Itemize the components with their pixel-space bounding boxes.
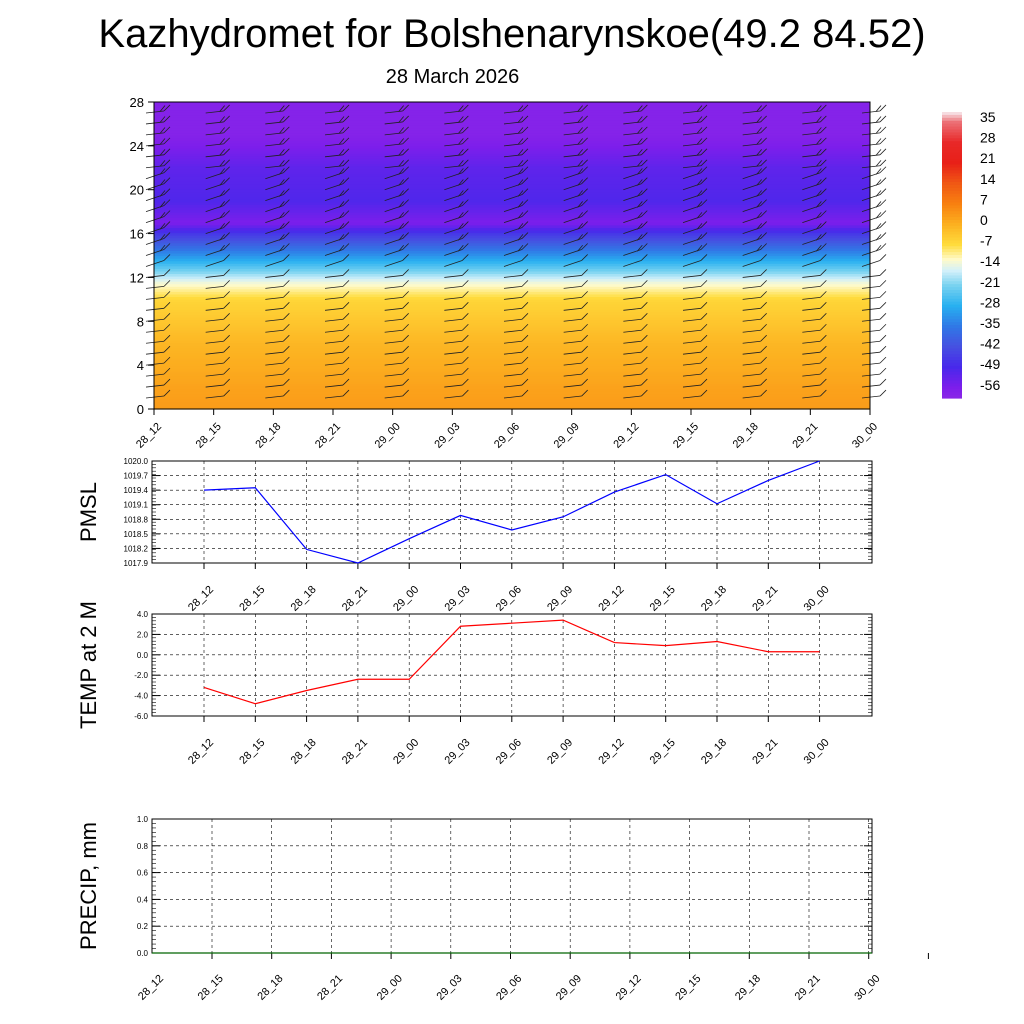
x-tick-label: 28_21 xyxy=(339,583,371,614)
y-tick-label: 16 xyxy=(129,226,144,242)
x-tick-label: 29_21 xyxy=(792,972,823,1003)
x-tick-label: 29_15 xyxy=(671,420,702,451)
colorbar-label: 14 xyxy=(980,170,996,187)
colorbar-label: -42 xyxy=(980,335,1001,352)
y-tick-label: 24 xyxy=(129,138,144,154)
y-tick-label: 1019.1 xyxy=(123,500,148,510)
x-tick-label: 28_21 xyxy=(339,736,371,767)
ylabel-temp: TEMP at 2 M xyxy=(76,601,101,729)
y-tick-label: 0.6 xyxy=(136,868,148,878)
x-tick-label: 29_12 xyxy=(613,972,644,1003)
x-tick-label: 28_15 xyxy=(195,972,226,1003)
colorbar-label: 21 xyxy=(980,150,996,167)
x-tick-label: 28_12 xyxy=(136,972,167,1003)
y-tick-label: 0.2 xyxy=(136,922,148,932)
x-tick-label: 29_09 xyxy=(551,420,582,451)
x-tick-label: 29_03 xyxy=(442,736,473,767)
y-tick-label: 0.8 xyxy=(136,841,148,851)
y-tick-label: 1018.2 xyxy=(123,544,148,554)
x-tick-label: 29_15 xyxy=(673,972,704,1003)
colorbar-label: -35 xyxy=(980,315,1001,331)
chart-title: Kazhydromet for Bolshenarynskoe(49.2 84.52) xyxy=(98,12,926,56)
x-tick-label: 29_18 xyxy=(699,736,730,767)
y-tick-label: 28 xyxy=(129,95,144,110)
x-tick-label: 29_03 xyxy=(432,420,463,451)
colorbar-label: -28 xyxy=(980,294,1001,311)
x-tick-label: 29_18 xyxy=(733,972,764,1003)
x-tick-label: 29_03 xyxy=(442,583,473,614)
y-tick-label: 4 xyxy=(136,358,144,374)
ylabel-pmsl: PMSL xyxy=(76,482,101,542)
x-tick-label: 29_12 xyxy=(596,736,627,767)
x-tick-label: 29_00 xyxy=(391,583,422,614)
y-tick-label: 0.0 xyxy=(136,949,148,958)
panel-frame xyxy=(152,819,872,953)
x-tick-label: 29_00 xyxy=(391,736,422,767)
x-tick-label: 29_09 xyxy=(545,736,576,767)
x-tick-label: 29_15 xyxy=(647,583,678,614)
x-tick-label: 29_12 xyxy=(596,583,627,614)
x-tick-label: 28_21 xyxy=(315,972,346,1003)
colorbar-segment xyxy=(942,395,962,399)
x-tick-label: 28_18 xyxy=(253,420,284,451)
colorbar-label: -21 xyxy=(980,273,1001,290)
y-tick-label: 1019.7 xyxy=(123,471,148,481)
colorbar-label: -49 xyxy=(980,356,1001,373)
y-tick-label: 2.0 xyxy=(136,630,148,640)
x-tick-label: 28_12 xyxy=(186,736,217,767)
x-tick-label: 29_21 xyxy=(750,736,781,767)
x-tick-label: 29_12 xyxy=(611,420,642,451)
ylabel-precip: PRECIP, mm xyxy=(76,822,101,950)
x-tick-label: 28_12 xyxy=(134,420,165,451)
y-tick-label: 8 xyxy=(136,314,144,330)
y-tick-label: 0.0 xyxy=(136,650,148,660)
x-tick-label: 28_21 xyxy=(313,420,344,451)
y-tick-label: 1.0 xyxy=(136,815,148,824)
x-tick-label: 30_00 xyxy=(801,736,832,767)
y-tick-label: -2.0 xyxy=(134,671,148,681)
y-tick-label: -4.0 xyxy=(134,691,148,701)
y-tick-label: 0 xyxy=(136,402,144,417)
x-tick-label: 28_15 xyxy=(237,583,268,614)
y-tick-label: 4.0 xyxy=(136,610,148,619)
x-tick-label: 28_15 xyxy=(237,736,268,767)
y-tick-label: 12 xyxy=(129,270,144,286)
x-tick-label: 29_18 xyxy=(699,583,730,614)
x-tick-label: 29_21 xyxy=(750,583,781,614)
x-tick-label: 29_15 xyxy=(647,736,678,767)
y-tick-label: 1018.5 xyxy=(123,529,148,539)
x-tick-label: 29_06 xyxy=(492,420,523,451)
x-tick-label: 30_00 xyxy=(852,972,883,1003)
x-tick-label: 28_18 xyxy=(288,583,319,614)
y-tick-label: 0.4 xyxy=(136,895,148,905)
colorbar-label: 28 xyxy=(980,129,996,146)
y-tick-label: 1020.0 xyxy=(123,457,148,466)
x-tick-label: 29_18 xyxy=(730,420,761,451)
x-tick-label: 29_03 xyxy=(434,972,465,1003)
y-tick-label: 20 xyxy=(129,182,144,198)
colorbar-label: 35 xyxy=(980,109,996,125)
x-tick-label: 28_18 xyxy=(288,736,319,767)
x-tick-label: 28_12 xyxy=(186,583,217,614)
x-tick-label: 29_21 xyxy=(790,420,821,451)
x-tick-label: 29_09 xyxy=(553,972,585,1003)
y-tick-label: 1017.9 xyxy=(123,559,148,568)
x-tick-label: 29_00 xyxy=(372,420,403,451)
y-tick-label: 1018.8 xyxy=(123,515,148,525)
y-tick-label: -6.0 xyxy=(134,712,148,721)
colorbar-label: -14 xyxy=(980,253,1001,270)
x-tick-label: 29_09 xyxy=(545,583,576,614)
x-tick-label: 29_06 xyxy=(493,736,524,767)
colorbar-label: 0 xyxy=(980,212,988,228)
x-tick-label: 29_00 xyxy=(374,972,405,1003)
colorbar-label: -56 xyxy=(980,376,1001,393)
x-tick-label: 29_06 xyxy=(493,583,524,614)
x-tick-label: 28_18 xyxy=(255,972,286,1003)
colorbar-label: -7 xyxy=(980,232,993,249)
x-tick-label: 30_00 xyxy=(850,420,881,451)
x-tick-label: 30_00 xyxy=(801,583,832,614)
chart-subtitle: 28 March 2026 xyxy=(385,66,520,88)
x-tick-label: 28_15 xyxy=(193,420,224,451)
colorbar-label: 7 xyxy=(980,191,988,208)
y-tick-label: 1019.4 xyxy=(123,486,148,496)
x-tick-label: 29_06 xyxy=(494,972,525,1003)
